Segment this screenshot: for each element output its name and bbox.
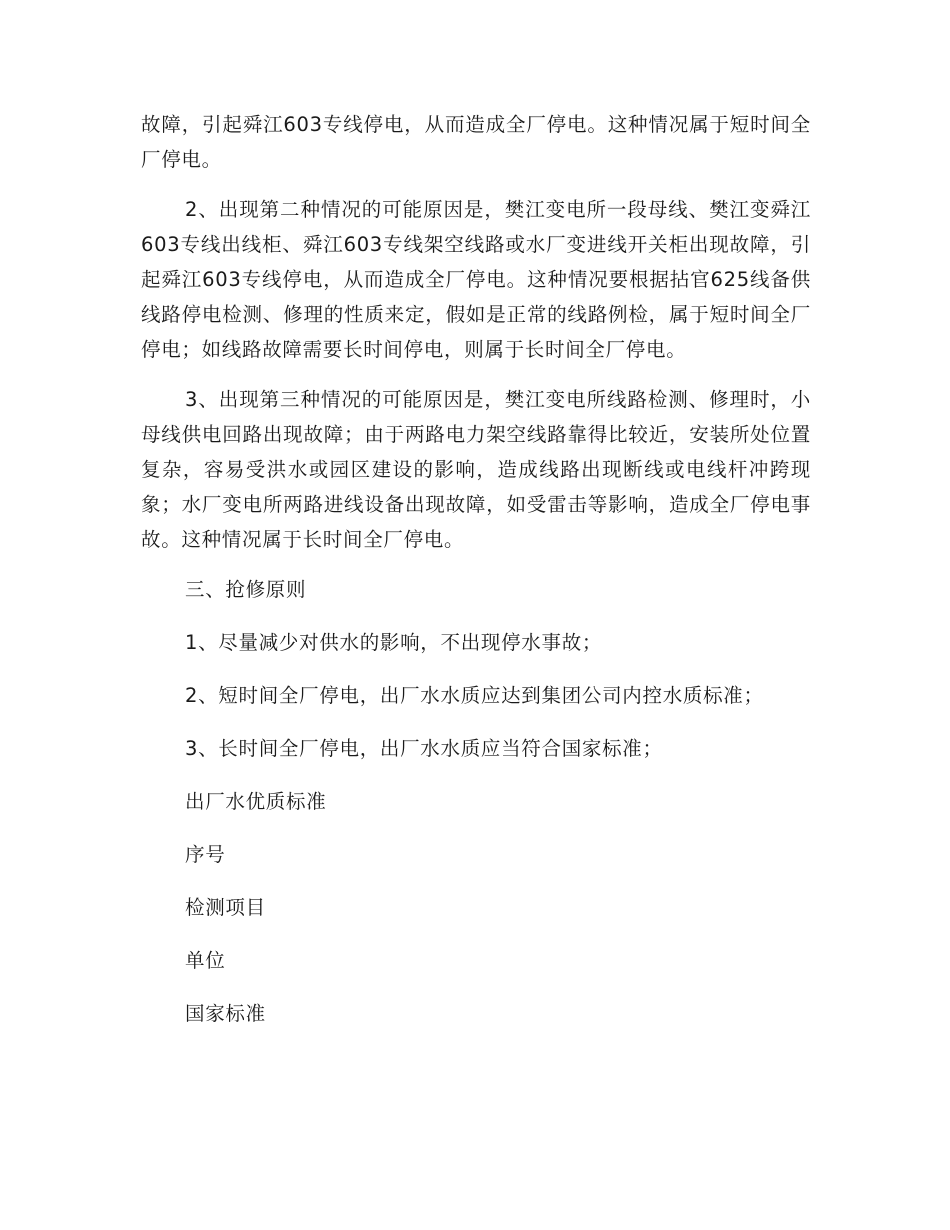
table-header-test-item: 检测项目	[185, 896, 266, 919]
table-header-unit: 单位	[185, 949, 226, 972]
paragraph-continuation: 故障，引起舜江603专线停电，从而造成全厂停电。这种情况属于短时间全厂停电。	[141, 113, 811, 171]
principle-item-1: 1、尽量减少对供水的影响，不出现停水事故；	[185, 631, 603, 654]
table-title: 出厂水优质标准	[185, 790, 327, 813]
document-body	[141, 107, 811, 1049]
principle-item-3: 3、长时间全厂停电，出厂水水质应当符合国家标准；	[185, 737, 663, 760]
paragraph-case-2: 2、出现第二种情况的可能原因是，樊江变电所一段母线、樊江变舜江603专线出线柜、舜江603专线架空线路或水厂变进线开关柜出现故障，引起舜江603专线停电，从而造成全厂停电。这种情况要根据拈官625线备供线路停电检测、修理的性质来定，假如是正常的线路例检，属于短时间全厂停电；如线路故障需要长时间停电，则属于长时间全厂停电。	[141, 198, 811, 361]
table-header-national-standard: 国家标准	[185, 1002, 266, 1025]
paragraph-case-3: 3、出现第三种情况的可能原因是，樊江变电所线路检测、修理时，小母线供电回路出现故障；由于两路电力架空线路靠得比较近，安装所处位置复杂，容易受洪水或园区建设的影响，造成线路出现断线或电线杆冲跨现象；水厂变电所两路进线设备出现故障，如受雷击等影响，造成全厂停电事故。这种情况属于长时间全厂停电。	[141, 388, 811, 551]
section-heading-repair-principles: 三、抢修原则	[185, 578, 307, 601]
table-header-serial-number: 序号	[185, 843, 226, 866]
principle-item-2: 2、短时间全厂停电，出厂水水质应达到集团公司内控水质标准；	[185, 684, 764, 707]
